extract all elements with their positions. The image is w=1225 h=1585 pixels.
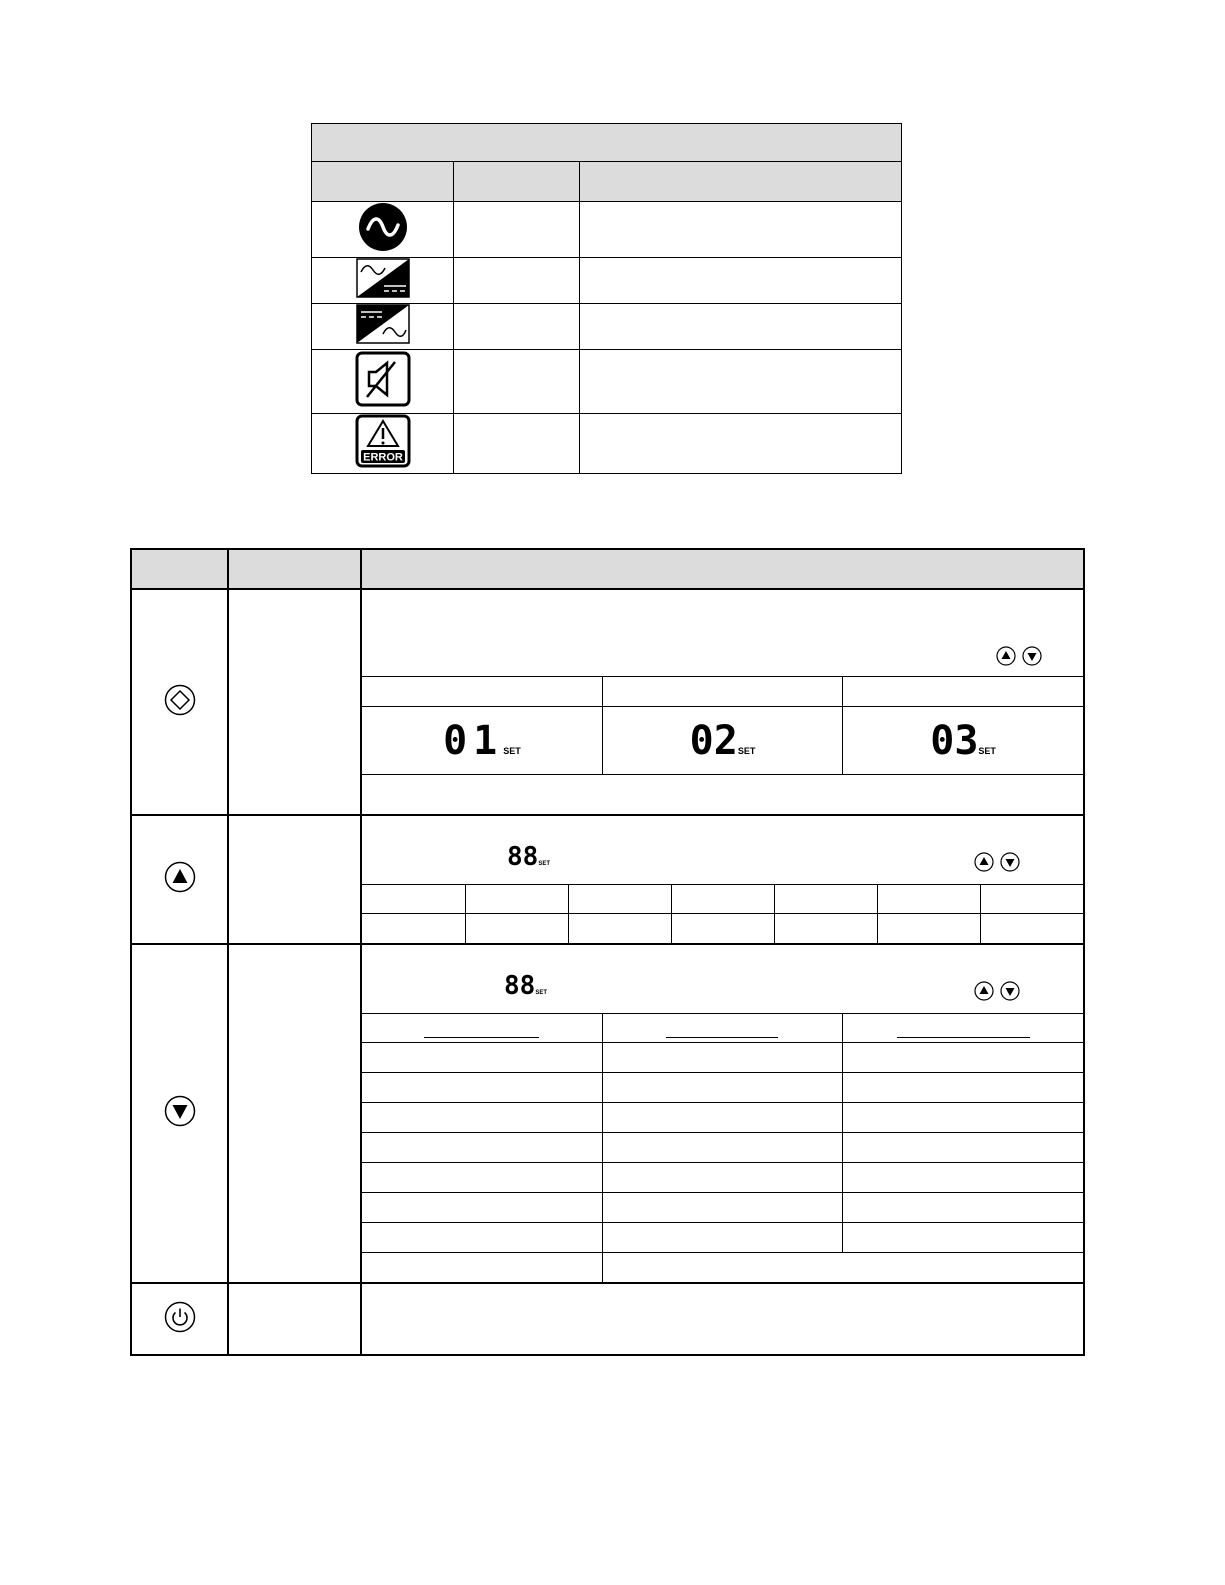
value-cell [465,885,568,914]
value-cell [362,1162,602,1192]
value-cell [671,914,774,943]
key-function-cell [361,815,1084,944]
icon-name-cell [454,350,580,414]
value-cell [362,1192,602,1222]
icon-name-cell [454,202,580,258]
value-cell [362,1132,602,1162]
up-down-arrow-hint [973,980,1021,1007]
value-cell [843,1072,1083,1102]
lcd-set-label: SET [737,745,756,756]
value-cell [843,1102,1083,1132]
table-row [131,1283,1084,1355]
value-cell [602,1222,842,1252]
value-cell [843,1222,1083,1252]
value-cell [362,1102,602,1132]
setting-header-cell [602,677,842,707]
enter-diamond-button-icon[interactable] [164,684,196,721]
error-warning-icon [355,414,411,473]
icon-description-cell [580,304,902,350]
setting-header-cell [843,677,1083,707]
function-text-area [362,945,1083,1013]
function-text-area [362,590,1083,676]
value-cell [877,914,980,943]
table-title-bar [312,124,902,162]
dc-to-ac-inverter-icon [356,304,410,349]
lcd-placeholder-set: SET [535,989,547,996]
table-row [312,258,902,304]
setting-note-cell [362,775,1083,811]
key-name-cell [228,944,361,1284]
ac-sine-circle-icon [358,202,408,257]
power-button-icon[interactable] [164,1301,196,1338]
up-arrow-small-icon [995,645,1043,667]
value-cell [362,1042,602,1072]
column-header-underlined [602,1013,842,1042]
icon-cell [312,350,454,414]
icon-cell [312,304,454,350]
column-header-description [580,162,902,202]
lcd-code-01: 01 [443,717,504,764]
value-cell [602,1162,842,1192]
icon-description-cell [580,202,902,258]
value-cell [774,885,877,914]
button-function-table [130,548,1085,1356]
value-cell [877,885,980,914]
column-header-name [228,549,361,589]
key-name-cell [228,815,361,944]
value-cell [843,1162,1083,1192]
icon-description-cell [580,414,902,474]
up-down-small-icons [973,980,1021,1002]
icon-description-cell [580,350,902,414]
value-cell-wide [602,1252,1083,1282]
icon-cell [312,202,454,258]
lcd-icon-table [311,123,902,474]
setting-header-cell [362,677,602,707]
down-value-table [362,1013,1083,1283]
value-cell [465,914,568,943]
mute-speaker-icon [355,351,411,412]
table-row [312,304,902,350]
function-text-area [362,816,1083,884]
value-cell [602,1042,842,1072]
up-down-small-icons [973,851,1021,873]
key-name-cell [228,1283,361,1355]
down-arrow-button-icon[interactable] [164,1095,196,1132]
value-cell [671,885,774,914]
value-cell [843,1042,1083,1072]
icon-cell [312,414,454,474]
value-cell [602,1192,842,1222]
lcd-code-03: 03 [930,717,979,764]
table-row [312,350,902,414]
key-function-cell [361,944,1084,1284]
key-function-cell [361,1283,1084,1355]
value-cell [362,1072,602,1102]
lcd-placeholder-code: 88 [507,842,539,872]
up-down-arrow-hint [995,645,1043,672]
column-header-key [131,549,228,589]
table-row [131,944,1084,1284]
lcd-cell [843,707,1083,775]
up-value-table [362,884,1083,943]
value-cell [362,1222,602,1252]
lcd-set-label: SET [503,745,521,756]
icon-name-cell [454,258,580,304]
table-row [312,202,902,258]
key-name-cell [228,589,361,815]
icon-name-cell [454,304,580,350]
lcd-cell [362,707,602,775]
icon-name-cell [454,414,580,474]
lcd-code-02: 02 [689,717,738,764]
setting-code-table [362,676,1083,811]
lcd-cell [602,707,842,775]
column-header-name [454,162,580,202]
value-cell [602,1102,842,1132]
value-cell [980,914,1083,943]
up-down-arrow-hint [973,851,1021,878]
key-icon-cell [131,815,228,944]
value-cell [362,1252,602,1282]
lcd-placeholder-code: 88 [504,970,536,1001]
column-header-underlined [362,1013,602,1042]
lcd-placeholder-set: SET [538,861,550,867]
key-icon-cell [131,1283,228,1355]
icon-cell [312,258,454,304]
value-cell [362,914,465,943]
key-icon-cell [131,589,228,815]
icon-description-cell [580,258,902,304]
lcd-placeholder [504,971,547,1001]
value-cell [568,885,671,914]
value-cell [602,1072,842,1102]
lcd-set-label: SET [978,745,996,756]
value-cell [774,914,877,943]
table-row [312,414,902,474]
column-header-icon [312,162,454,202]
column-header-underlined [843,1013,1083,1042]
up-arrow-button-icon[interactable] [164,861,196,898]
error-icon-label: ERROR [362,451,403,464]
column-header-function [361,549,1084,589]
value-cell [980,885,1083,914]
value-cell [602,1132,842,1162]
value-cell [362,885,465,914]
value-cell [843,1132,1083,1162]
key-function-cell [361,589,1084,815]
table-row [131,815,1084,944]
value-cell [568,914,671,943]
ac-to-dc-rectifier-icon [356,258,410,303]
key-icon-cell [131,944,228,1284]
value-cell [843,1192,1083,1222]
lcd-placeholder [507,842,550,872]
table-row [131,589,1084,815]
